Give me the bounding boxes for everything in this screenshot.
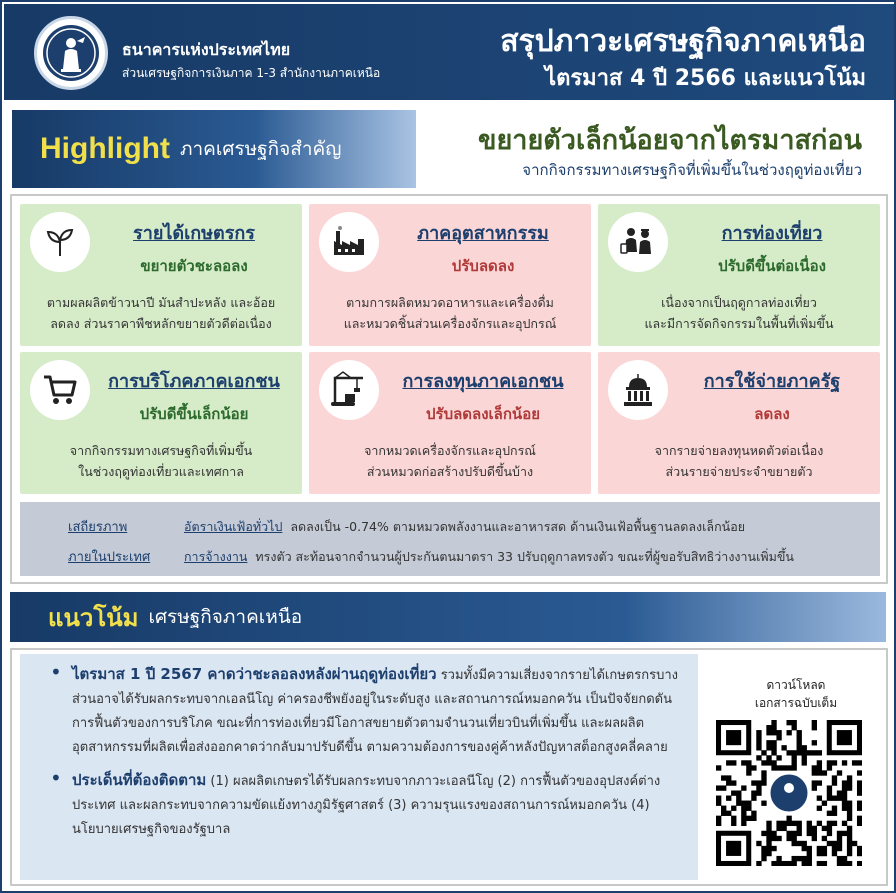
card-desc-line: เนื่องจากเป็นฤดูกาลท่องเที่ยว <box>661 295 817 310</box>
card-private-investment <box>309 352 591 494</box>
card-title: ภาคอุตสาหกรรม <box>417 223 549 244</box>
bullet-text: รวมทั้งมีความเสี่ยงจากรายได้เกษตรกรบางส่วนอาจได้รับผลกระทบจากเอลนีโญ ค่าครองชีพยังอยู่ในระดับสูง และสถานการณ์หมอกควัน เป็นปัจจัยกดดันการฟื้นตัวของการบริโภค ขณะที่การท่องเที่ยวมีโอกาสขยายตัวตามจำนวนเที่ยวบินที่เพิ่มขึ้น และผลผลิตอุตสาหกรรมที่ผลิตเพื่อส่งออกคาดว่ากลับมาปรับดีขึ้น ตามความต้องการของคู่ค้าหลังปัญหาสต็อกสูงคลี่คลาย <box>72 668 678 755</box>
card-status: ปรับลดลง <box>451 257 515 275</box>
tourist-icon <box>608 212 668 272</box>
card-desc-line: ตามผลผลิตข้าวนาปี มันสำปะหลัง และอ้อย <box>46 295 276 310</box>
card-title: รายได้เกษตรกร <box>133 223 255 244</box>
highlight-subtitle-label: ภาคเศรษฐกิจสำคัญ <box>179 138 342 160</box>
card-title: การลงทุนภาคเอกชน <box>402 371 564 392</box>
highlight-subtitle: จากกิจกรรมทางเศรษฐกิจที่เพิ่มขึ้นในช่วงฤดูท่องเที่ยว <box>522 161 862 179</box>
card-desc-line: ในช่วงฤดูท่องเที่ยวและเทศกาล <box>78 464 244 479</box>
inflation-text: ลดลงเป็น -0.74% ตามหมวดพลังงานและอาหารสด ด้านเงินเฟ้อพื้นฐานลดลงเล็กน้อย <box>290 519 746 534</box>
stability-strip <box>20 502 880 576</box>
plant-sprout-icon <box>30 212 90 272</box>
stability-row-inflation <box>68 516 745 537</box>
employment-key: การจ้างงาน <box>183 549 248 564</box>
card-status: ปรับดีขึ้นต่อเนื่อง <box>718 257 826 275</box>
card-title: การบริโภคภาคเอกชน <box>108 371 280 392</box>
card-status: ปรับดีขึ้นเล็กน้อย <box>139 405 249 423</box>
outlook-banner <box>10 592 886 642</box>
qr-caption: ดาวน์โหลด <box>766 678 826 692</box>
card-government-spending <box>598 352 880 494</box>
card-desc-line: จากรายจ่ายลงทุนหดตัวต่อเนื่อง <box>654 443 824 458</box>
bullet-head: ไตรมาส 1 ปี 2567 คาดว่าชะลอลงหลังผ่านฤดูท่องเที่ยว <box>72 665 437 683</box>
card-desc-line: จากกิจกรรมทางเศรษฐกิจที่เพิ่มขึ้น <box>69 443 253 458</box>
outlook-bullet-1 <box>44 662 688 760</box>
card-title: การท่องเที่ยว <box>721 223 823 244</box>
bullet-head: ประเด็นที่ต้องติดตาม <box>72 771 207 789</box>
card-farm-income <box>20 204 302 346</box>
org-subtitle: ส่วนเศรษฐกิจการเงินภาค 1-3 สำนักงานภาคเหนือ <box>122 66 381 80</box>
highlight-word: Highlight <box>40 132 170 165</box>
government-building-icon <box>608 360 668 420</box>
card-desc-line: และมีการจัดกิจกรรมในพื้นที่เพิ่มขึ้น <box>644 316 834 331</box>
qr-code[interactable] <box>716 720 862 866</box>
card-desc-line: จากหมวดเครื่องจักรและอุปกรณ์ <box>364 443 536 458</box>
card-description <box>24 440 298 482</box>
page-title: สรุปภาวะเศรษฐกิจภาคเหนือ <box>500 24 866 59</box>
bullet-text: (1) ผลผลิตเกษตรได้รับผลกระทบจากภาวะเอลนีโญ (2) การฟื้นตัวของอุปสงค์ต่างประเทศ และผลกระทบจากความขัดแย้งทางภูมิรัฐศาสตร์ (3) ความรุนแรงของสถานการณ์หมอกควัน (4) นโยบายเศรษฐกิจของรัฐบาล <box>72 774 661 837</box>
card-description <box>602 292 876 334</box>
construction-crane-icon <box>319 360 379 420</box>
highlight-title: ขยายตัวเล็กน้อยจากไตรมาสก่อน <box>478 125 862 156</box>
card-private-consumption <box>20 352 302 494</box>
card-industry <box>309 204 591 346</box>
card-desc-line: และหมวดชิ้นส่วนเครื่องจักรและอุปกรณ์ <box>343 316 557 331</box>
factory-icon <box>319 212 379 272</box>
employment-text: ทรงตัว สะท้อนจากจำนวนผู้ประกันตนมาตรา 33 ปรับฤดูกาลทรงตัว ขณะที่ผู้ขอรับสิทธิว่างงานเพิ่มขึ้น <box>255 549 794 564</box>
stability-label: ภายในประเทศ <box>68 550 151 565</box>
card-title: การใช้จ่ายภาครัฐ <box>703 371 841 392</box>
outlook-word: แนวโน้ม <box>48 603 139 632</box>
page-subtitle: ไตรมาส 4 ปี 2566 และแนวโน้ม <box>545 66 866 91</box>
header <box>4 4 894 100</box>
outlook-bullet-2 <box>44 768 688 842</box>
card-status: ปรับลดลงเล็กน้อย <box>425 405 540 423</box>
sector-grid <box>10 194 888 584</box>
card-description <box>313 292 587 334</box>
inflation-key: อัตราเงินเฟ้อทั่วไป <box>183 519 283 534</box>
card-status: ขยายตัวชะลอลง <box>140 257 248 275</box>
card-status: ลดลง <box>754 405 790 423</box>
org-name: ธนาคารแห่งประเทศไทย <box>122 40 291 59</box>
stability-label: เสถียรภาพ <box>68 520 128 535</box>
card-desc-line: ส่วนหมวดก่อสร้างปรับดีขึ้นบ้าง <box>366 464 534 479</box>
card-description <box>24 292 298 334</box>
card-desc-line: ส่วนรายจ่ายประจำขยายตัว <box>665 464 813 479</box>
card-desc-line: ลดลง ส่วนราคาพืชหลักขยายตัวดีต่อเนื่อง <box>50 316 272 331</box>
shopping-cart-icon <box>30 360 90 420</box>
outlook-text <box>20 654 698 880</box>
outlook-box <box>10 648 888 886</box>
card-tourism <box>598 204 880 346</box>
qr-caption: เอกสารฉบับเต็ม <box>754 696 838 710</box>
bot-emblem-icon <box>34 16 108 90</box>
stability-row-employment <box>68 546 794 567</box>
outlook-subtitle: เศรษฐกิจภาคเหนือ <box>148 606 303 628</box>
qr-code-icon <box>716 720 862 866</box>
card-desc-line: ตามการผลิตหมวดอาหารและเครื่องดื่ม <box>346 295 554 310</box>
card-description <box>602 440 876 482</box>
card-description <box>313 440 587 482</box>
highlight-banner <box>12 110 416 188</box>
